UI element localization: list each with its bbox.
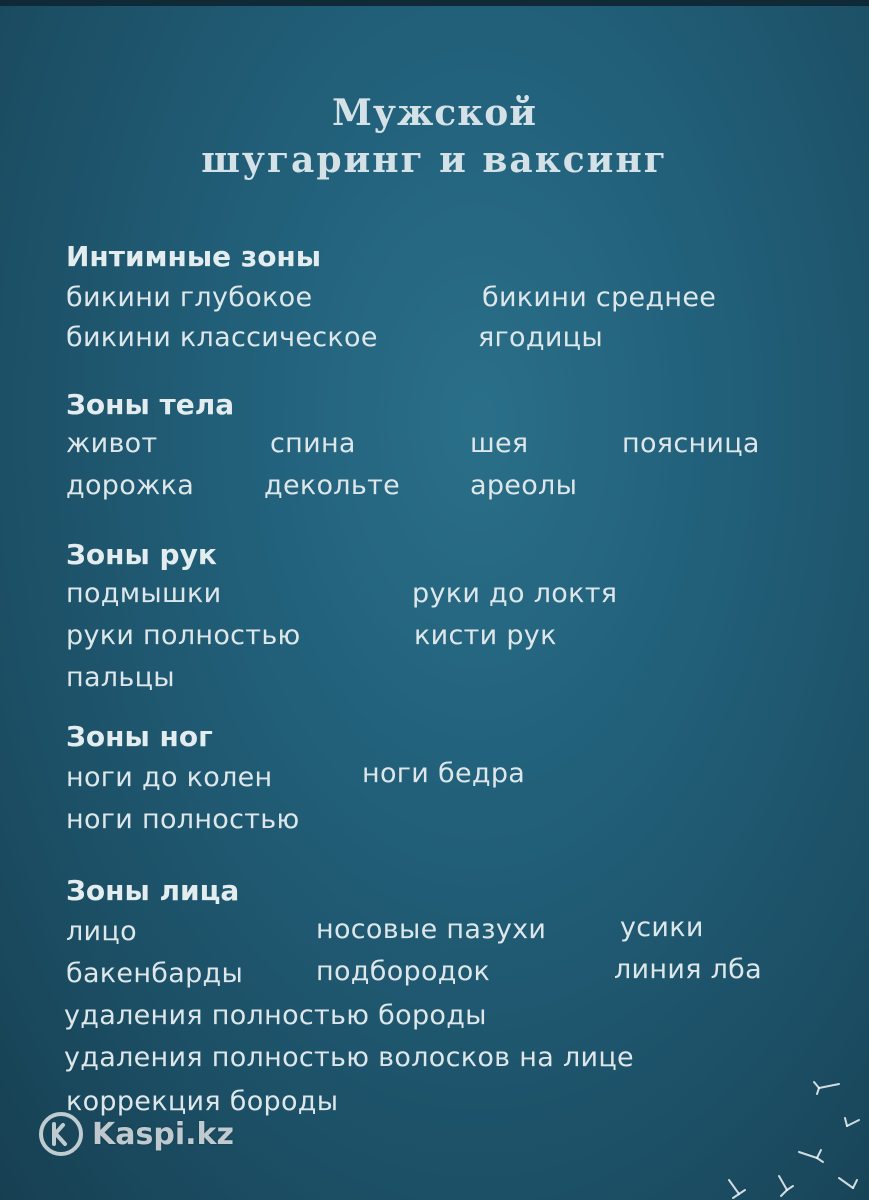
section-title-legs: Зоны ног [66, 720, 213, 753]
item-lower-back: поясница [622, 428, 760, 459]
title-line-1: Мужской [332, 92, 537, 134]
item-buttocks: ягодицы [478, 322, 603, 353]
item-forehead-line: линия лба [614, 954, 762, 985]
section-title-arms: Зоны рук [66, 538, 217, 571]
item-chin: подбородок [316, 956, 491, 987]
item-mustache: усики [620, 912, 704, 943]
watermark-text: Kaspi.kz [92, 1116, 234, 1152]
item-legs-thighs: ноги бедра [362, 758, 526, 789]
page-title [0, 92, 869, 182]
item-trail: дорожка [66, 470, 195, 501]
item-neck: шея [470, 428, 529, 459]
item-face-hair-full: удаления полностью волосков на лице [64, 1042, 634, 1073]
item-bikini-deep: бикини глубокое [66, 282, 313, 313]
item-back: спина [270, 428, 356, 459]
item-nasal: носовые пазухи [316, 914, 547, 945]
item-armpits: подмышки [66, 578, 222, 609]
kaspi-logo-icon [38, 1111, 84, 1157]
section-title-face: Зоны лица [66, 874, 240, 907]
item-areolas: ареолы [470, 470, 578, 501]
item-hands: кисти рук [414, 620, 557, 651]
item-legs-full: ноги полностью [66, 804, 300, 835]
item-sideburns: бакенбарды [66, 958, 244, 989]
section-title-body: Зоны тела [66, 388, 235, 421]
item-arms-to-elbow: руки до локтя [412, 578, 618, 609]
item-bikini-classic: бикини классическое [66, 322, 378, 353]
item-arms-full: руки полностью [66, 620, 301, 651]
item-legs-to-knee: ноги до колен [66, 762, 273, 793]
item-face: лицо [66, 916, 137, 947]
item-bikini-medium: бикини среднее [482, 282, 717, 313]
kaspi-watermark [38, 1106, 268, 1162]
section-title-intimate: Интимные зоны [66, 240, 322, 273]
item-fingers: пальцы [66, 662, 175, 693]
item-belly: живот [66, 428, 158, 459]
item-beard-full: удаления полностью бороды [64, 1000, 487, 1031]
top-border [0, 0, 869, 6]
title-line-2: шугаринг и ваксинг [201, 139, 668, 182]
dandelion-seeds-decoration [669, 1060, 869, 1200]
item-decollete: декольте [264, 470, 401, 501]
item-beard-correction: коррекция бороды [66, 1086, 339, 1117]
